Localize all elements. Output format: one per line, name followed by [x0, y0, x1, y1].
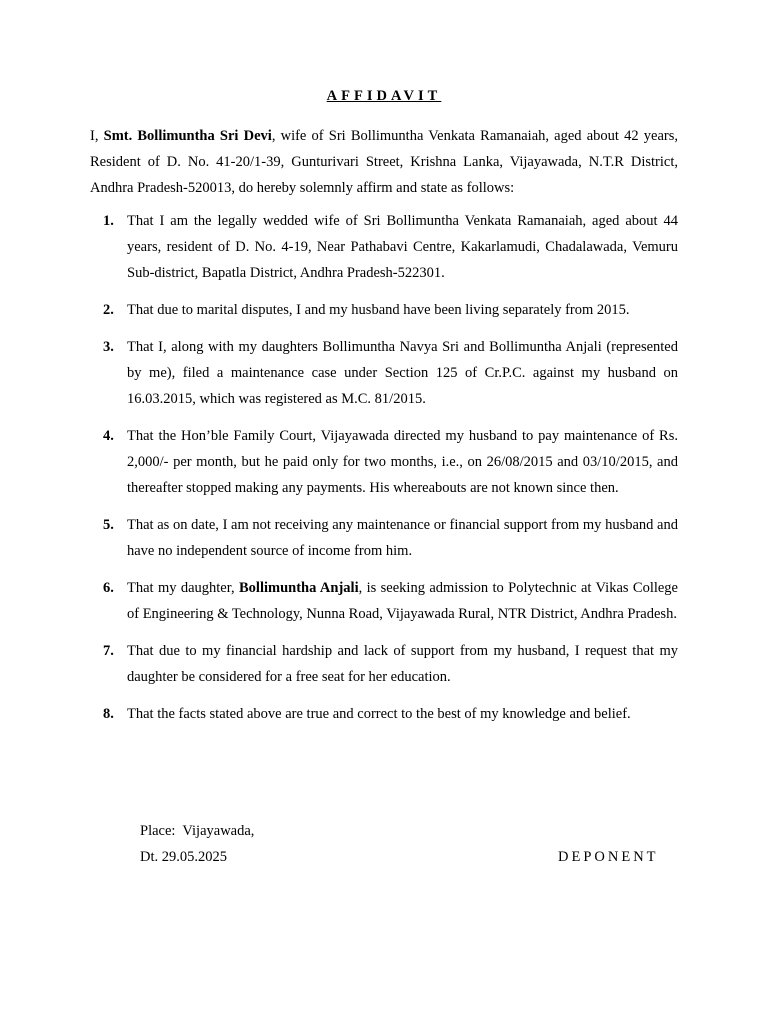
statement-item [90, 423, 678, 501]
statement-text: That the Hon’ble Family Court, Vijayawada directed my husband to pay maintenance of Rs. 2,000/- per month, but he paid only for two months, i.e., on 26/08/2015 and 03/10/2015, and thereafter stopped making any payments. His whereabouts are not known since then. [127, 428, 678, 496]
statement-text-prefix: That my daughter, [127, 580, 239, 596]
statement-number: 2. [103, 302, 114, 318]
statement-text: That I, along with my daughters Bollimuntha Navya Sri and Bollimuntha Anjali (represented by me), filed a maintenance case under Section 125 of Cr.P.C. against my husband on 16.03.2015, which was registered as M.C. 81/2015. [127, 339, 678, 407]
statement-item [90, 297, 678, 323]
place-line: Place: Vijayawada, [140, 823, 255, 839]
deponent-signature-label: DEPONENT [558, 849, 659, 865]
deponent-name: Smt. Bollimuntha Sri Devi [103, 128, 272, 144]
statement-item [90, 638, 678, 690]
document-title: AFFIDAVIT [326, 88, 442, 104]
intro-paragraph [90, 123, 678, 201]
statement-item [90, 512, 678, 564]
statement-number: 5. [103, 517, 114, 533]
daughter-name: Bollimuntha Anjali [239, 580, 359, 596]
statement-text: That due to my financial hardship and lack of support from my husband, I request that my daughter be considered for a free seat for her education. [127, 643, 678, 685]
statement-text: That the facts stated above are true and correct to the best of my knowledge and belief. [127, 706, 631, 722]
statement-item [90, 701, 678, 727]
statement-number: 3. [103, 339, 114, 355]
statement-number: 7. [103, 643, 114, 659]
affidavit-statements [90, 208, 678, 738]
statement-item [90, 575, 678, 627]
date-line: Dt. 29.05.2025 [140, 849, 227, 865]
statement-item [90, 208, 678, 286]
statement-text-suffix: , is seeking admission to Polytechnic at Vikas College of Engineering & Technology, Nunna Road, Vijayawada Rural, NTR District, Andhra Pradesh. [127, 580, 678, 622]
statement-number: 6. [103, 580, 114, 596]
intro-prefix: I, [90, 128, 104, 144]
statement-text: That I am the legally wedded wife of Sri Bollimuntha Venkata Ramanaiah, aged about 44 years, resident of D. No. 4-19, Near Pathabavi Centre, Kakarlamudi, Chadalawada, Vemuru Sub-district, Bapatla District, Andhra Pradesh-522301. [127, 213, 678, 281]
statement-text: That due to marital disputes, I and my husband have been living separately from 2015. [127, 302, 630, 318]
statement-number: 1. [103, 213, 114, 229]
statement-number: 8. [103, 706, 114, 722]
intro-rest: , wife of Sri Bollimuntha Venkata Ramanaiah, aged about 42 years, Resident of D. No. 41-20/1-39, Gunturivari Street, Krishna Lanka, Vijayawada, N.T.R District, Andhra Pradesh-520013, do hereby solemnly affirm and state as follows: [90, 128, 678, 196]
statement-number: 4. [103, 428, 114, 444]
statement-text: That as on date, I am not receiving any maintenance or financial support from my husband and have no independent source of income from him. [127, 517, 678, 559]
statement-item [90, 334, 678, 412]
